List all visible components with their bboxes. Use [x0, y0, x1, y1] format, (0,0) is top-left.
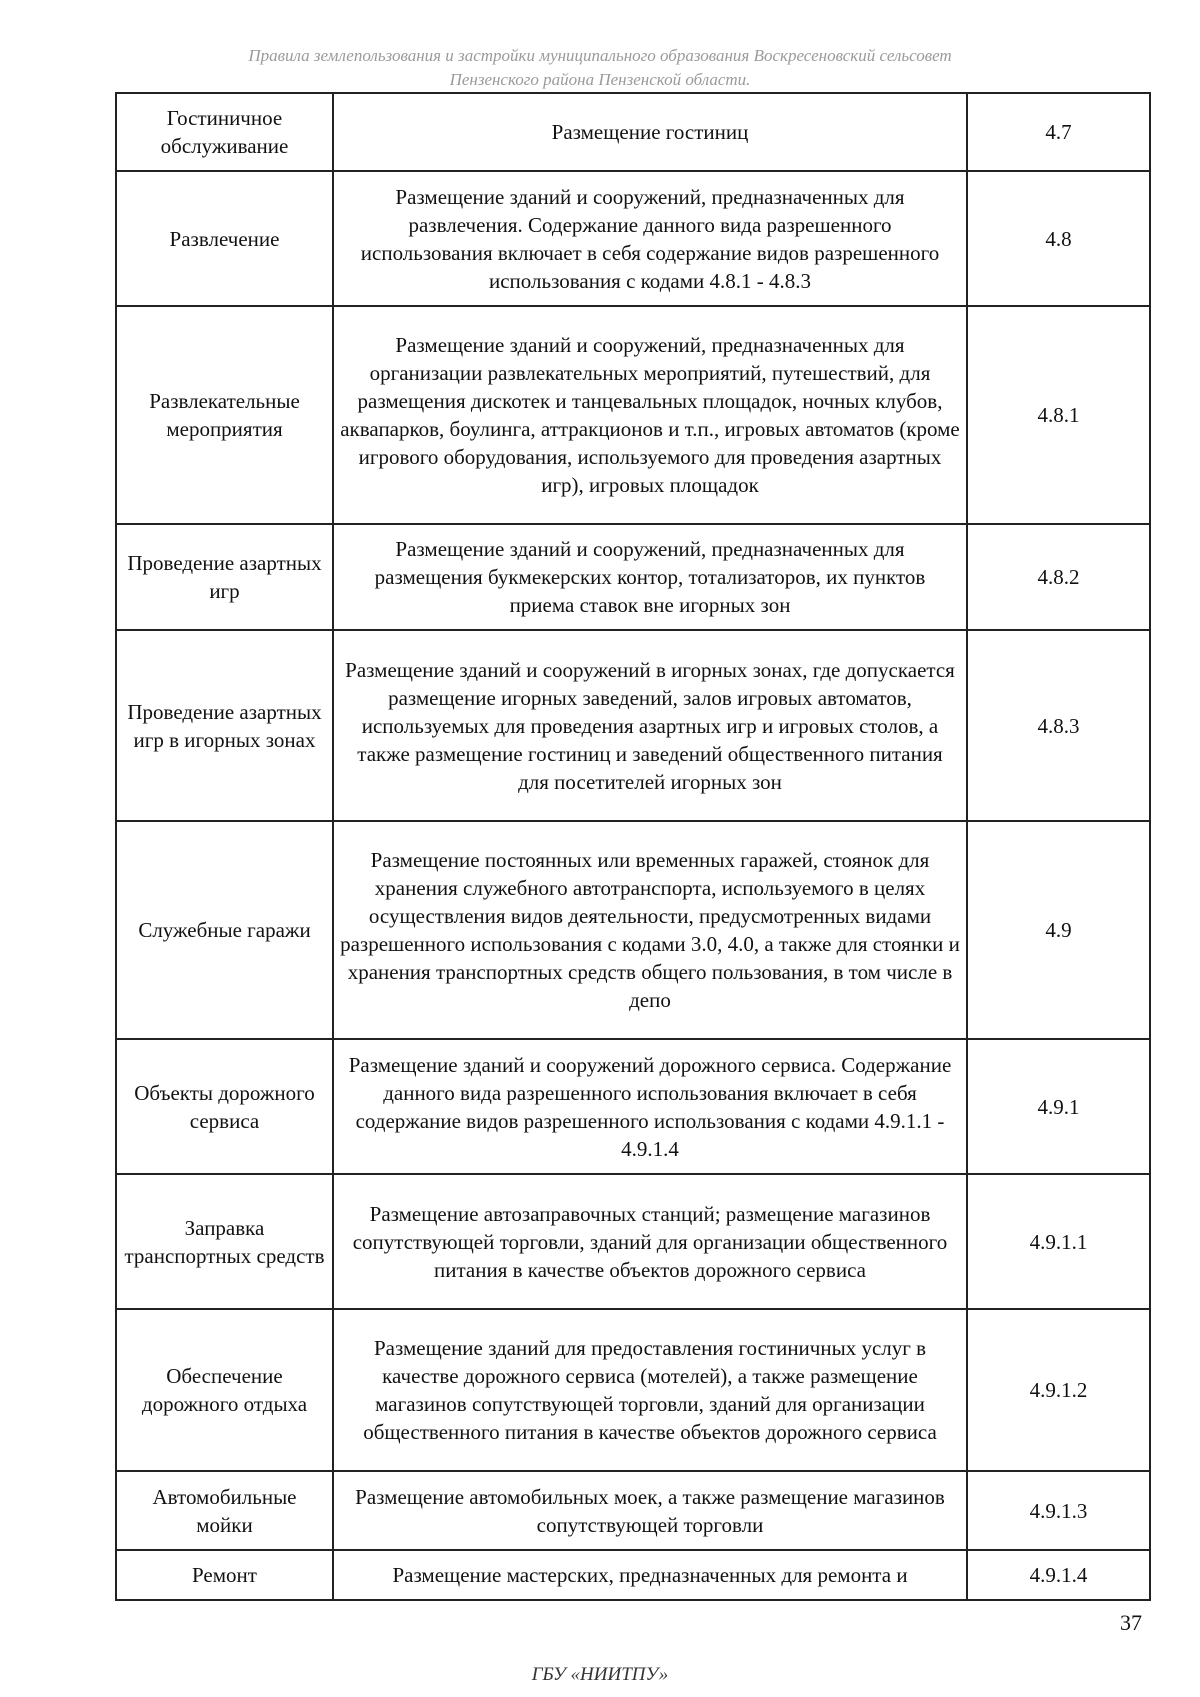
- table-row: [116, 1309, 1150, 1471]
- page-header: [0, 44, 1200, 92]
- use-name-cell: Объекты дорожного сервиса: [116, 1039, 333, 1174]
- table-row: [116, 1471, 1150, 1550]
- use-code-cell: 4.8: [967, 171, 1150, 306]
- use-description-cell: Размещение зданий и сооружений в игорных зонах, где допускается размещение игорных заведений, залов игровых автоматов, используемых для проведения азартных игр и игровых столов, а также размещение гостиниц и заведений общественного питания для посетителей игорных зон: [333, 630, 967, 821]
- use-code-cell: 4.9.1.1: [967, 1174, 1150, 1309]
- table-row: [116, 1174, 1150, 1309]
- header-line-1: Правила землепользования и застройки муниципального образования Воскресеновский сельсовет: [248, 46, 952, 65]
- use-description-cell: Размещение зданий и сооружений, предназначенных для развлечения. Содержание данного вида разрешенного использования включает в себя содержание видов разрешенного использования с кодами 4.8.1 - 4.8.3: [333, 171, 967, 306]
- table-row: [116, 1039, 1150, 1174]
- page-footer: ГБУ «НИИТПУ»: [531, 1664, 669, 1685]
- use-code-cell: 4.8.1: [967, 306, 1150, 524]
- table-row: [116, 524, 1150, 630]
- table-row: [116, 1550, 1150, 1600]
- use-code-cell: 4.9.1.3: [967, 1471, 1150, 1550]
- table-row: [116, 93, 1150, 171]
- use-name-cell: Обеспечение дорожного отдыха: [116, 1309, 333, 1471]
- use-description-cell: Размещение постоянных или временных гаражей, стоянок для хранения служебного автотранспорта, используемого в целях осуществления видов деятельности, предусмотренных видами разрешенного использования с кодами 3.0, 4.0, а также для стоянки и хранения транспортных средств общего пользования, в том числе в депо: [333, 821, 967, 1039]
- use-code-cell: 4.9.1.4: [967, 1550, 1150, 1600]
- land-use-table-container: [115, 92, 1149, 1601]
- use-code-cell: 4.9.1.2: [967, 1309, 1150, 1471]
- use-description-cell: Размещение автомобильных моек, а также размещение магазинов сопутствующей торговли: [333, 1471, 967, 1550]
- use-description-cell: Размещение зданий и сооружений, предназначенных для размещения букмекерских контор, тотализаторов, их пунктов приема ставок вне игорных зон: [333, 524, 967, 630]
- use-description-cell: Размещение зданий для предоставления гостиничных услуг в качестве дорожного сервиса (мотелей), а также размещение магазинов сопутствующей торговли, зданий для организации общественного питания в качестве объектов дорожного сервиса: [333, 1309, 967, 1471]
- use-description-cell: Размещение мастерских, предназначенных для ремонта и: [333, 1550, 967, 1600]
- use-code-cell: 4.9.1: [967, 1039, 1150, 1174]
- table-row: [116, 171, 1150, 306]
- use-name-cell: Проведение азартных игр в игорных зонах: [116, 630, 333, 821]
- header-line-2: Пензенского района Пензенской области.: [449, 70, 751, 89]
- page-number: 37: [1120, 1610, 1142, 1635]
- use-name-cell: Гостиничное обслуживание: [116, 93, 333, 171]
- use-code-cell: 4.7: [967, 93, 1150, 171]
- use-name-cell: Ремонт: [116, 1550, 333, 1600]
- use-description-cell: Размещение гостиниц: [333, 93, 967, 171]
- use-description-cell: Размещение автозаправочных станций; размещение магазинов сопутствующей торговли, зданий для организации общественного питания в качестве объектов дорожного сервиса: [333, 1174, 967, 1309]
- use-name-cell: Развлекательные мероприятия: [116, 306, 333, 524]
- use-name-cell: Автомобильные мойки: [116, 1471, 333, 1550]
- table-row: [116, 306, 1150, 524]
- use-description-cell: Размещение зданий и сооружений дорожного сервиса. Содержание данного вида разрешенного использования включает в себя содержание видов разрешенного использования с кодами 4.9.1.1 - 4.9.1.4: [333, 1039, 967, 1174]
- table-row: [116, 821, 1150, 1039]
- use-name-cell: Служебные гаражи: [116, 821, 333, 1039]
- use-name-cell: Проведение азартных игр: [116, 524, 333, 630]
- use-code-cell: 4.9: [967, 821, 1150, 1039]
- use-description-cell: Размещение зданий и сооружений, предназначенных для организации развлекательных мероприятий, путешествий, для размещения дискотек и танцевальных площадок, ночных клубов, аквапарков, боулинга, аттракционов и т.п., игровых автоматов (кроме игрового оборудования, используемого для проведения азартных игр), игровых площадок: [333, 306, 967, 524]
- use-name-cell: Заправка транспортных средств: [116, 1174, 333, 1309]
- land-use-table: [115, 92, 1151, 1601]
- use-name-cell: Развлечение: [116, 171, 333, 306]
- table-row: [116, 630, 1150, 821]
- use-code-cell: 4.8.3: [967, 630, 1150, 821]
- use-code-cell: 4.8.2: [967, 524, 1150, 630]
